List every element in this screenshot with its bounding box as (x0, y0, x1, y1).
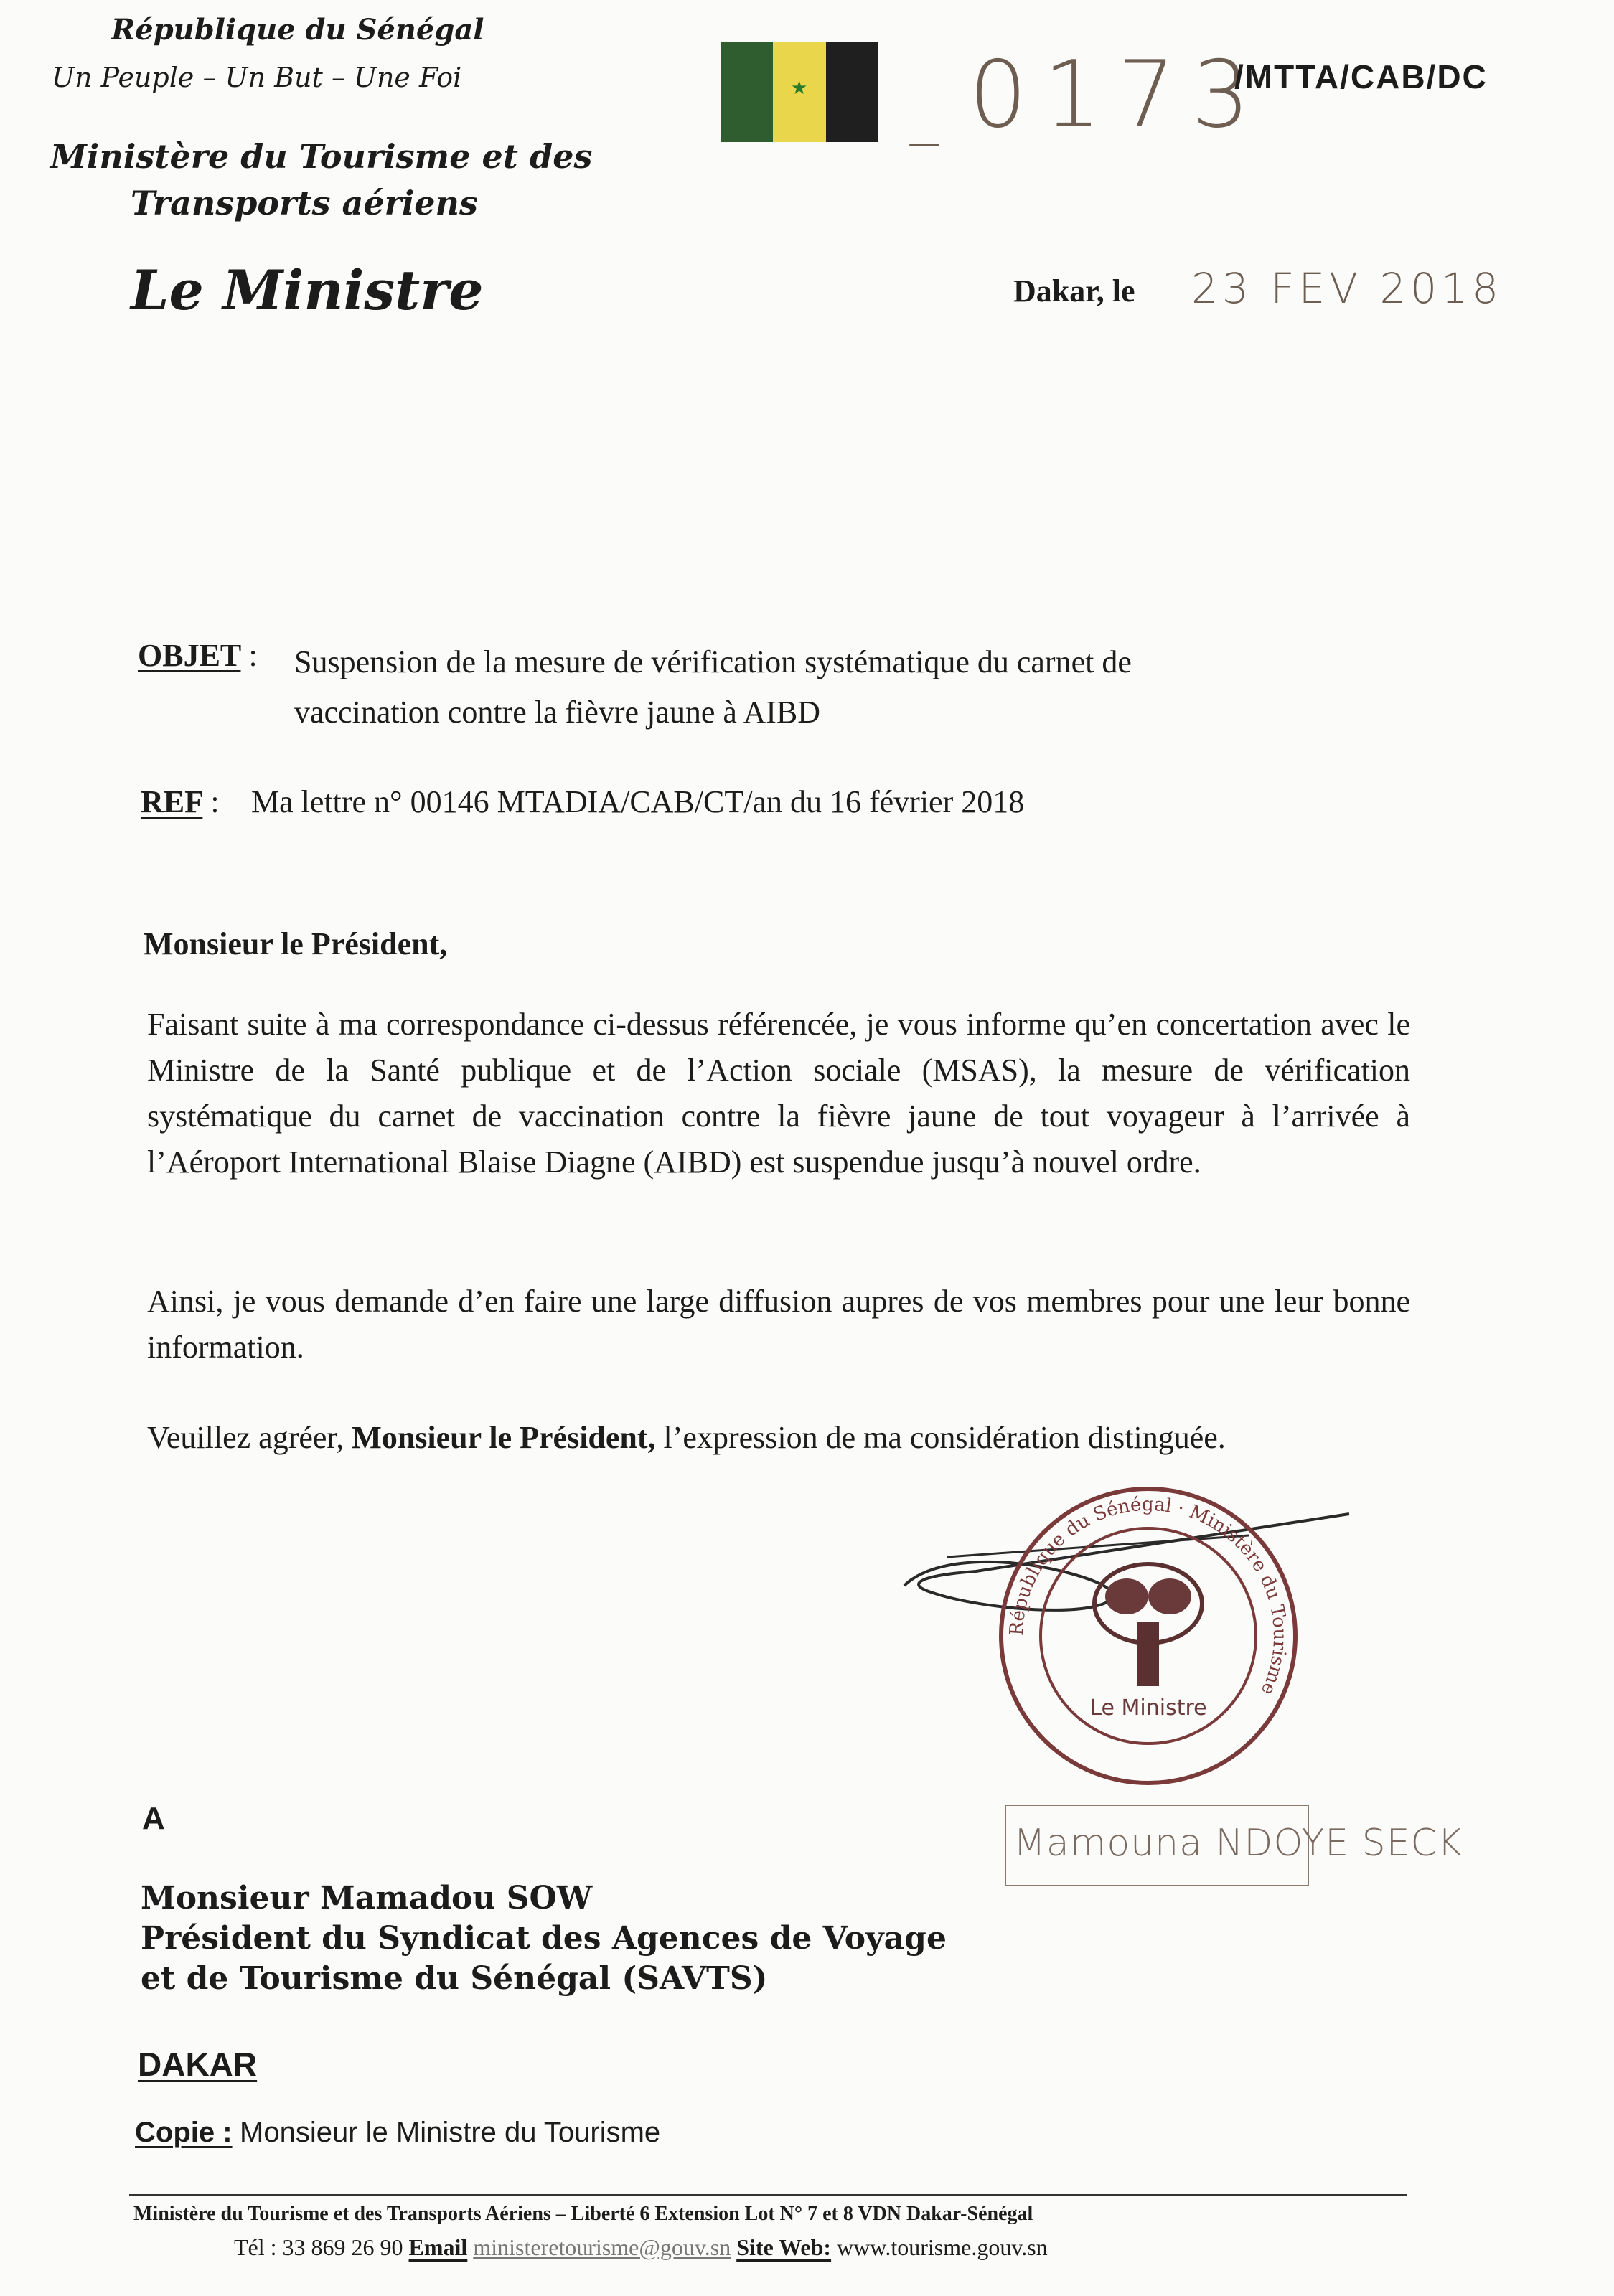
footer-tel: 33 869 26 90 (282, 2234, 403, 2260)
flag-red-band (826, 42, 878, 142)
seal-inner-text: Le Ministre (1089, 1695, 1207, 1721)
footer-divider (129, 2194, 1407, 2196)
ministry-name-line2: Transports aériens (131, 184, 478, 222)
ministry-seal (990, 1478, 1306, 1794)
footer-email-label: Email (408, 2234, 468, 2260)
ref-text: Ma lettre n° 00146 MTADIA/CAB/CT/an du 16 février 2018 (251, 784, 1025, 819)
seal-outer-text: République du Sénégal · Ministère du Tourisme (1005, 1493, 1291, 1698)
recipient-prefix: A (142, 1801, 165, 1836)
copy-label: Copie : (135, 2117, 233, 2148)
footer-address: Ministère du Tourisme et des Transports Aériens – Liberté 6 Extension Lot N° 7 et 8 VDN Dakar-Sénégal (133, 2203, 1033, 2225)
date-label: Dakar, le (1013, 273, 1135, 309)
closing-paragraph (147, 1415, 1410, 1461)
footer-tel-label: Tél : (234, 2234, 277, 2260)
copy-text: Monsieur le Ministre du Tourisme (240, 2117, 661, 2148)
objet-separator: : (248, 638, 258, 673)
flag-green-band (721, 42, 773, 142)
closing-end: l’expression de ma considération distinguée. (663, 1420, 1226, 1455)
footer-site: www.tourisme.gouv.sn (837, 2234, 1048, 2260)
signatory-name-stamp (1005, 1805, 1463, 1886)
ref-label-group (141, 784, 220, 820)
recipient-name: Monsieur Mamadou SOW (141, 1880, 593, 1916)
footer-site-label: Site Web: (736, 2234, 832, 2260)
date-stamp: 23 FEV 2018 (1191, 264, 1503, 313)
footer-email: ministeretourisme@gouv.sn (473, 2234, 731, 2260)
office-title: Le Ministre (131, 258, 484, 322)
national-motto: Un Peuple – Un But – Une Foi (52, 62, 462, 93)
reference-dash: _ (910, 79, 939, 146)
recipient-title-line2: et de Tourisme du Sénégal (SAVTS) (141, 1960, 768, 1997)
baobab-tree-icon (1094, 1564, 1202, 1686)
republic-heading: République du Sénégal (111, 13, 484, 47)
recipient-city: DAKAR (138, 2046, 258, 2083)
objet-label-group (138, 637, 258, 674)
body-paragraph-2: Ainsi, je vous demande d’en faire une large diffusion aupres de vos membres pour une leur bonne information. (147, 1284, 1410, 1365)
body-paragraph-1: Faisant suite à ma correspondance ci-dessus référencée, je vous informe qu’en concertation avec le Ministre de la Santé publique et de l’Action sociale (MSAS), la mesure de vérification systématique du carnet de vaccination contre la fièvre jaune de tout voyageur à l’arrivée à l’Aéroport International Blaise Diagne (AIBD) est suspendue jusqu’à nouvel ordre. (147, 1007, 1410, 1180)
salutation: Monsieur le Président, (144, 926, 448, 961)
closing-start: Veuillez agréer, (147, 1420, 344, 1455)
closing-bold: Monsieur le Président, (352, 1420, 656, 1455)
objet-text: Suspension de la mesure de vérification systématique du carnet de vaccination contre la fièvre jaune à AIBD (294, 644, 1132, 730)
flag-star-icon: ★ (791, 77, 808, 98)
objet-label: OBJET (138, 638, 241, 673)
footer-contact (234, 2234, 1048, 2261)
recipient-title-line1: Président du Syndicat des Agences de Voyage (141, 1920, 947, 1957)
ref-separator: : (210, 784, 220, 819)
reference-number: 0173 (969, 42, 1266, 149)
signatory-name: Mamouna NDOYE SECK (1013, 1822, 1463, 1865)
reference-suffix: /MTTA/CAB/DC (1234, 58, 1488, 95)
ref-label: REF (141, 784, 203, 819)
ministry-name-line1: Ministère du Tourisme et des (50, 137, 593, 176)
